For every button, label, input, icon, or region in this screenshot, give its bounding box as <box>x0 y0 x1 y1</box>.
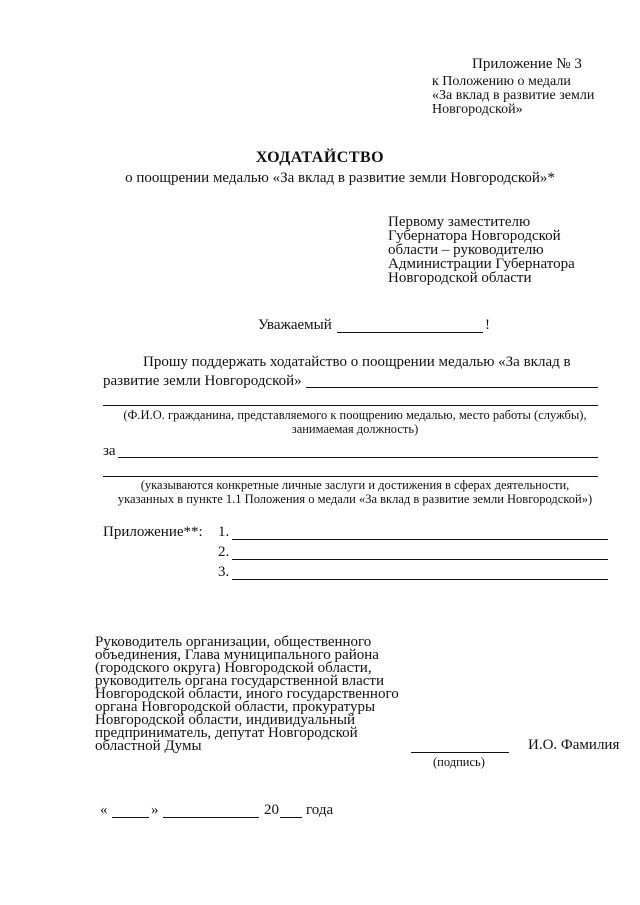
addressee-line-3: области – руководителю <box>388 242 544 258</box>
hint-person-line-1: (Ф.И.О. гражданина, представляемого к поощрению медалью, место работы (службы), <box>123 408 587 422</box>
page-subtitle: о поощрении медалью «За вклад в развитие земли Новгородской»* <box>125 170 555 186</box>
date-year-prefix: 20 <box>264 802 279 818</box>
date-year-field[interactable] <box>280 817 302 818</box>
signature-hint: (подпись) <box>433 755 485 769</box>
hint-merits-line-2: указанных в пункте 1.1 Положения о медали «За вклад в развитие земли Новгородской») <box>117 492 593 506</box>
appendix-line-2: «За вклад в развитие земли <box>432 88 595 103</box>
date-year-suffix: года <box>306 802 334 818</box>
hint-merits-line-1: (указываются конкретные личные заслуги и достижения в сферах деятельности, <box>140 478 570 492</box>
greeting-end: ! <box>485 317 490 333</box>
addressee-line-2: Губернатора Новгородской <box>388 228 561 244</box>
appendix-number: Приложение № 3 <box>472 56 582 72</box>
attachments-label: Приложение**: <box>103 524 203 540</box>
signer-line-4: руководитель органа государственной власти <box>95 673 384 689</box>
attachment-number-1: 1. <box>218 524 230 540</box>
merits-field-2[interactable] <box>103 476 598 477</box>
signer-name: И.О. Фамилия <box>528 738 620 753</box>
signer-line-7: Новгородской области, индивидуальный <box>95 712 356 728</box>
date-close-quote: » <box>151 802 159 818</box>
date-month-field[interactable] <box>163 817 259 818</box>
addressee-line-4: Администрации Губернатора <box>388 256 575 272</box>
appendix-line-3: Новгородской» <box>432 102 523 117</box>
date-open-quote: « <box>100 802 108 818</box>
signer-line-8: предприниматель, депутат Новгородской <box>95 725 358 741</box>
signer-line-3: (городского округа) Новгородской области, <box>95 660 372 676</box>
merits-field-1[interactable] <box>118 457 598 458</box>
attachment-field-3[interactable] <box>232 579 608 580</box>
signer-line-6: органа Новгородской области, прокуратуры <box>95 699 376 715</box>
addressee-line-5: Новгородской области <box>388 270 532 286</box>
signer-line-1: Руководитель организации, общественного <box>95 634 372 650</box>
for-label: за <box>103 443 116 459</box>
hint-person-line-2: занимаемая должность) <box>291 422 419 436</box>
signer-line-9: областной Думы <box>95 738 202 754</box>
attachment-field-1[interactable] <box>232 539 608 540</box>
attachment-number-3: 3. <box>218 564 230 580</box>
signer-line-2: объединения, Глава муниципального района <box>95 647 379 663</box>
greeting-label: Уважаемый <box>258 317 332 333</box>
person-field-2[interactable] <box>103 405 598 406</box>
person-field-1[interactable] <box>306 387 598 388</box>
attachment-number-2: 2. <box>218 544 230 560</box>
signature-field[interactable] <box>411 752 509 753</box>
greeting-name-field[interactable] <box>337 332 483 333</box>
appendix-line-1: к Положению о медали <box>432 74 571 89</box>
signer-line-5: Новгородской области, иного государственного <box>95 686 399 702</box>
attachment-field-2[interactable] <box>232 559 608 560</box>
request-line-1: Прошу поддержать ходатайство о поощрении медалью «За вклад в <box>143 354 571 370</box>
date-day-field[interactable] <box>112 817 149 818</box>
request-line-2: развитие земли Новгородской» <box>103 373 302 389</box>
page-title: ХОДАТАЙСТВО <box>255 149 385 166</box>
addressee-line-1: Первому заместителю <box>388 214 531 230</box>
